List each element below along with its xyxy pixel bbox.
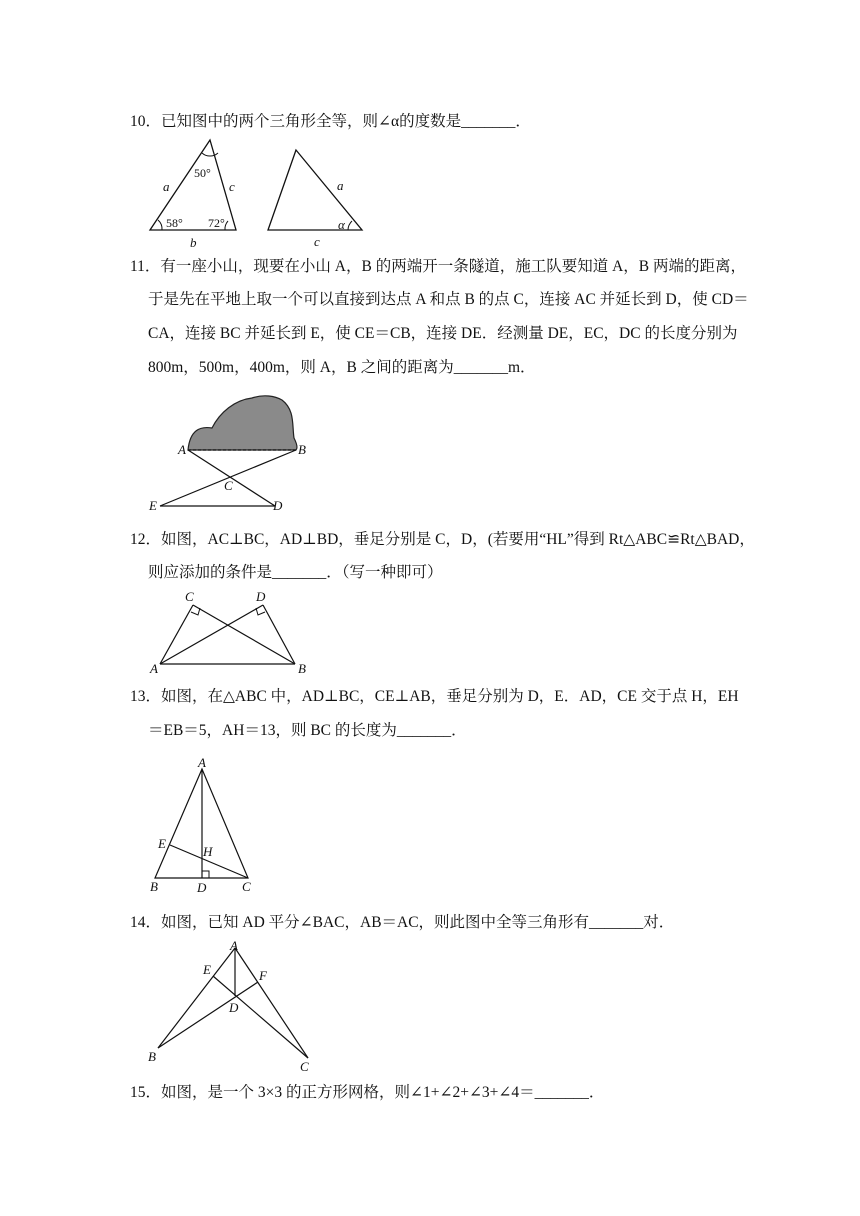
- question-11-line-2: 于是先在平地上取一个可以直接到达点 A 和点 B 的点 C，连接 AC 并延长到 D，使 CD＝: [148, 291, 749, 308]
- question-11-line-4: 800m，500m，400m，则 A，B 之间的距离为_______m．: [148, 359, 536, 376]
- q10-side-c2: c: [314, 234, 320, 249]
- q12-label-d: D: [256, 589, 266, 604]
- q14-label-d: D: [229, 1000, 239, 1015]
- question-14-figure: [140, 936, 330, 1072]
- q13-label-b: B: [150, 879, 158, 894]
- q12-label-a: A: [150, 661, 158, 676]
- q14-label-e: E: [203, 962, 211, 977]
- question-13-line-2: ＝EB＝5，AH＝13，则 BC 的长度为_______．: [148, 722, 467, 739]
- q11-label-a: A: [178, 442, 186, 457]
- q10-angle-alpha: α: [338, 217, 345, 232]
- q11-label-e: E: [149, 498, 157, 513]
- question-11-line-3: CA，连接 BC 并延长到 E，使 CE＝CB，连接 DE．经测量 DE，EC，DC 的长度分别为: [148, 325, 738, 342]
- q11-label-d: D: [273, 498, 283, 513]
- q13-label-a: A: [198, 755, 206, 770]
- question-15-text: 15．如图，是一个 3×3 的正方形网格，则∠1+∠2+∠3+∠4＝_______．: [130, 1084, 605, 1101]
- q14-label-a: A: [230, 938, 238, 953]
- q12-label-b: B: [298, 661, 306, 676]
- question-13-figure: [140, 755, 270, 895]
- question-12-figure: [140, 587, 320, 677]
- q13-label-h: H: [203, 844, 213, 859]
- question-11-line-1: 11．有一座小山，现要在小山 A，B 的两端开一条隧道，施工队要知道 A，B 两端的距离，: [130, 258, 746, 275]
- q11-label-b: B: [298, 442, 306, 457]
- q12-label-c: C: [185, 589, 194, 604]
- q14-label-c: C: [300, 1059, 309, 1074]
- question-14-text: 14．如图，已知 AD 平分∠BAC，AB＝AC，则此图中全等三角形有_______对．: [130, 914, 675, 931]
- q10-side-b: b: [190, 235, 197, 250]
- q10-angle-right: 72°: [208, 216, 225, 230]
- question-13-line-1: 13．如图，在△ABC 中，AD⊥BC，CE⊥AB，垂足分别为 D，E．AD，CE 交于点 H，EH: [130, 688, 739, 705]
- q10-angle-left: 58°: [166, 216, 183, 230]
- question-12-line-1: 12．如图，AC⊥BC，AD⊥BD，垂足分别是 C，D，(若要用“HL”得到 Rt△ABC≌Rt△BAD，: [130, 531, 755, 548]
- q14-label-f: F: [259, 968, 267, 983]
- q13-label-d: D: [197, 880, 207, 895]
- q10-side-c: c: [229, 179, 235, 194]
- q14-label-b: B: [148, 1049, 156, 1064]
- q10-side-a2: a: [337, 178, 344, 193]
- q10-angle-top: 50°: [194, 166, 211, 180]
- q13-label-c: C: [242, 879, 251, 894]
- question-10-figure: [140, 134, 380, 252]
- question-12-line-2: 则应添加的条件是_______．（写一种即可）: [148, 564, 443, 581]
- q10-side-a: a: [163, 179, 170, 194]
- q11-label-c: C: [224, 478, 233, 493]
- mountain-shape: [188, 396, 297, 450]
- q13-label-e: E: [158, 836, 166, 851]
- question-10-text: 10．已知图中的两个三角形全等，则∠α的度数是_______．: [130, 113, 531, 130]
- question-11-figure: [140, 390, 320, 520]
